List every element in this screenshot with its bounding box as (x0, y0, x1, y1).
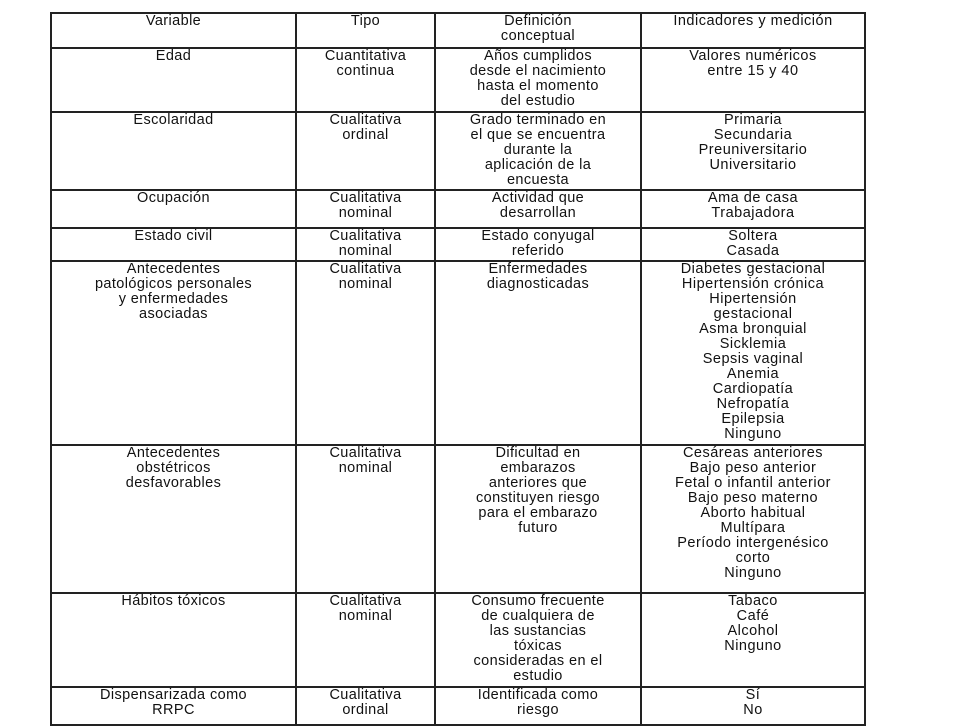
cell-text-line: Actividad que (491, 190, 585, 206)
cell-tipo (296, 445, 435, 593)
cell-text-line: Cardiopatía (712, 381, 794, 397)
cell-text-line: Epilepsia (721, 411, 785, 427)
cell-text-line: Definición (504, 13, 572, 29)
cell-text-line: consideradas en el (473, 653, 603, 669)
header-cell-indicadores (641, 13, 865, 48)
cell-text-line: RRPC (152, 702, 195, 718)
table-header-row (51, 13, 865, 48)
cell-text-line: Alcohol (727, 623, 779, 639)
cell-text-line: Diabetes gestacional (680, 261, 826, 277)
cell-text-line: Estado conyugal (481, 228, 595, 244)
cell-definicion (435, 261, 641, 445)
cell-text-line: Trabajadora (711, 205, 795, 221)
cell-indicadores (641, 687, 865, 725)
cell-variable (51, 48, 296, 112)
cell-text-line: Multípara (720, 520, 786, 536)
cell-text-line: No (743, 702, 763, 718)
cell-text-line: Café (736, 608, 770, 624)
cell-definicion (435, 112, 641, 190)
cell-text-line: gestacional (713, 306, 793, 322)
cell-text-line: las sustancias (489, 623, 587, 639)
cell-tipo (296, 112, 435, 190)
cell-variable (51, 228, 296, 261)
cell-text-line: tóxicas (514, 638, 562, 654)
cell-text-line: Valores numéricos (689, 48, 817, 64)
cell-tipo (296, 190, 435, 228)
cell-text-line: Cualitativa (329, 112, 402, 128)
cell-indicadores (641, 190, 865, 228)
cell-text-line: Grado terminado en (469, 112, 607, 128)
cell-text-line: corto (735, 550, 771, 566)
cell-text-line: estudio (513, 668, 563, 684)
cell-text-line: constituyen riesgo (475, 490, 601, 506)
cell-tipo (296, 48, 435, 112)
cell-definicion (435, 445, 641, 593)
cell-text-line: nominal (338, 460, 393, 476)
cell-text-line: Cesáreas anteriores (682, 445, 824, 461)
cell-text-line: durante la (503, 142, 573, 158)
cell-text-line: Casada (726, 243, 780, 259)
cell-text-line: Aborto habitual (700, 505, 806, 521)
cell-tipo (296, 593, 435, 687)
cell-definicion (435, 48, 641, 112)
cell-text-line: nominal (338, 608, 393, 624)
cell-text-line: Preuniversitario (698, 142, 808, 158)
cell-text-line: ordinal (342, 127, 389, 143)
table-row (51, 112, 865, 190)
cell-text-line: Ninguno (724, 426, 782, 442)
cell-indicadores (641, 228, 865, 261)
cell-text-line: Años cumplidos (484, 48, 592, 64)
cell-text-line: diagnosticadas (486, 276, 590, 292)
table-row (51, 261, 865, 445)
cell-text-line: Consumo frecuente (471, 593, 605, 609)
cell-text-line: Hipertensión (709, 291, 797, 307)
cell-text-line: del estudio (500, 93, 576, 109)
cell-text-line: Ninguno (724, 638, 782, 654)
cell-text-line: Dispensarizada como (99, 687, 248, 703)
cell-text-line: desde el nacimiento (469, 63, 607, 79)
header-cell-variable (51, 13, 296, 48)
cell-text-line: Universitario (709, 157, 797, 173)
cell-text-line: Hipertensión crónica (681, 276, 825, 292)
cell-indicadores (641, 261, 865, 445)
cell-text-line: Tipo (350, 13, 381, 29)
cell-text-line: Edad (155, 48, 192, 64)
cell-text-line: Período intergenésico (677, 535, 829, 551)
cell-text-line: desfavorables (125, 475, 222, 491)
cell-definicion (435, 593, 641, 687)
cell-text-line: Cualitativa (329, 445, 402, 461)
cell-text-line: Tabaco (728, 593, 778, 609)
header-cell-tipo (296, 13, 435, 48)
cell-indicadores (641, 445, 865, 593)
cell-text-line: anteriores que (488, 475, 588, 491)
cell-text-line: patológicos personales (94, 276, 253, 292)
cell-text-line: asociadas (139, 306, 208, 322)
cell-text-line: Sí (745, 687, 761, 703)
cell-text-line: nominal (338, 205, 393, 221)
cell-text-line: Nefropatía (716, 396, 790, 412)
cell-definicion (435, 190, 641, 228)
cell-text-line: Cualitativa (329, 593, 402, 609)
table-row (51, 445, 865, 593)
cell-text-line: Cuantitativa (324, 48, 407, 64)
cell-text-line: Dificultad en (495, 445, 581, 461)
cell-text-line: Cualitativa (329, 228, 402, 244)
cell-text-line: Ama de casa (707, 190, 799, 206)
cell-text-line: Soltera (728, 228, 778, 244)
cell-text-line: Ninguno (724, 565, 782, 581)
cell-text-line: obstétricos (136, 460, 211, 476)
cell-text-line: conceptual (500, 28, 576, 44)
cell-text-line: Bajo peso anterior (689, 460, 817, 476)
cell-text-line: riesgo (517, 702, 559, 718)
cell-text-line: Antecedentes (126, 261, 221, 277)
cell-text-line: Antecedentes (126, 445, 221, 461)
cell-text-line: desarrollan (499, 205, 577, 221)
cell-text-line: futuro (518, 520, 558, 536)
cell-text-line: encuesta (506, 172, 570, 188)
cell-tipo (296, 687, 435, 725)
cell-tipo (296, 228, 435, 261)
cell-text-line: y enfermedades (118, 291, 229, 307)
cell-text-line: Estado civil (134, 228, 213, 244)
cell-text-line: continua (336, 63, 395, 79)
cell-text-line: Primaria (724, 112, 782, 128)
table-row (51, 687, 865, 725)
cell-definicion (435, 687, 641, 725)
cell-text-line: Cualitativa (329, 190, 402, 206)
cell-text-line: nominal (338, 243, 393, 259)
cell-text-line: ordinal (342, 702, 389, 718)
cell-text-line: Hábitos tóxicos (121, 593, 226, 609)
cell-variable (51, 593, 296, 687)
cell-text-line: Secundaria (713, 127, 793, 143)
cell-text-line: referido (511, 243, 565, 259)
cell-variable (51, 261, 296, 445)
cell-text-line: Identificada como (477, 687, 599, 703)
cell-text-line: Cualitativa (329, 687, 402, 703)
cell-text-line: aplicación de la (484, 157, 592, 173)
cell-text-line: de cualquiera de (481, 608, 595, 624)
variables-table (50, 12, 866, 726)
cell-indicadores (641, 48, 865, 112)
cell-text-line: nominal (338, 276, 393, 292)
cell-text-line: Anemia (726, 366, 780, 382)
cell-variable (51, 445, 296, 593)
table-row (51, 190, 865, 228)
cell-text-line: Ocupación (137, 190, 210, 206)
table-row (51, 48, 865, 112)
cell-variable (51, 112, 296, 190)
cell-text-line: Bajo peso materno (687, 490, 819, 506)
cell-text-line: Cualitativa (329, 261, 402, 277)
cell-text-line: Asma bronquial (699, 321, 807, 337)
cell-text-line: hasta el momento (477, 78, 599, 94)
cell-text-line: embarazos (500, 460, 576, 476)
cell-variable (51, 190, 296, 228)
cell-text-line: para el embarazo (478, 505, 598, 521)
cell-text-line: el que se encuentra (470, 127, 606, 143)
variables-table-body (51, 13, 865, 725)
cell-text-line: Indicadores y medición (673, 13, 833, 29)
cell-text-line: Fetal o infantil anterior (675, 475, 831, 491)
cell-indicadores (641, 112, 865, 190)
variables-table-container (50, 12, 864, 726)
table-row (51, 593, 865, 687)
table-row (51, 228, 865, 261)
cell-text-line: entre 15 y 40 (707, 63, 799, 79)
cell-definicion (435, 228, 641, 261)
cell-variable (51, 687, 296, 725)
cell-text-line: Sepsis vaginal (702, 351, 804, 367)
cell-text-line: Variable (145, 13, 202, 29)
cell-tipo (296, 261, 435, 445)
cell-text-line: Sicklemia (719, 336, 787, 352)
cell-text-line: Enfermedades (488, 261, 588, 277)
cell-text-line: Escolaridad (133, 112, 214, 128)
header-cell-definicion (435, 13, 641, 48)
cell-indicadores (641, 593, 865, 687)
